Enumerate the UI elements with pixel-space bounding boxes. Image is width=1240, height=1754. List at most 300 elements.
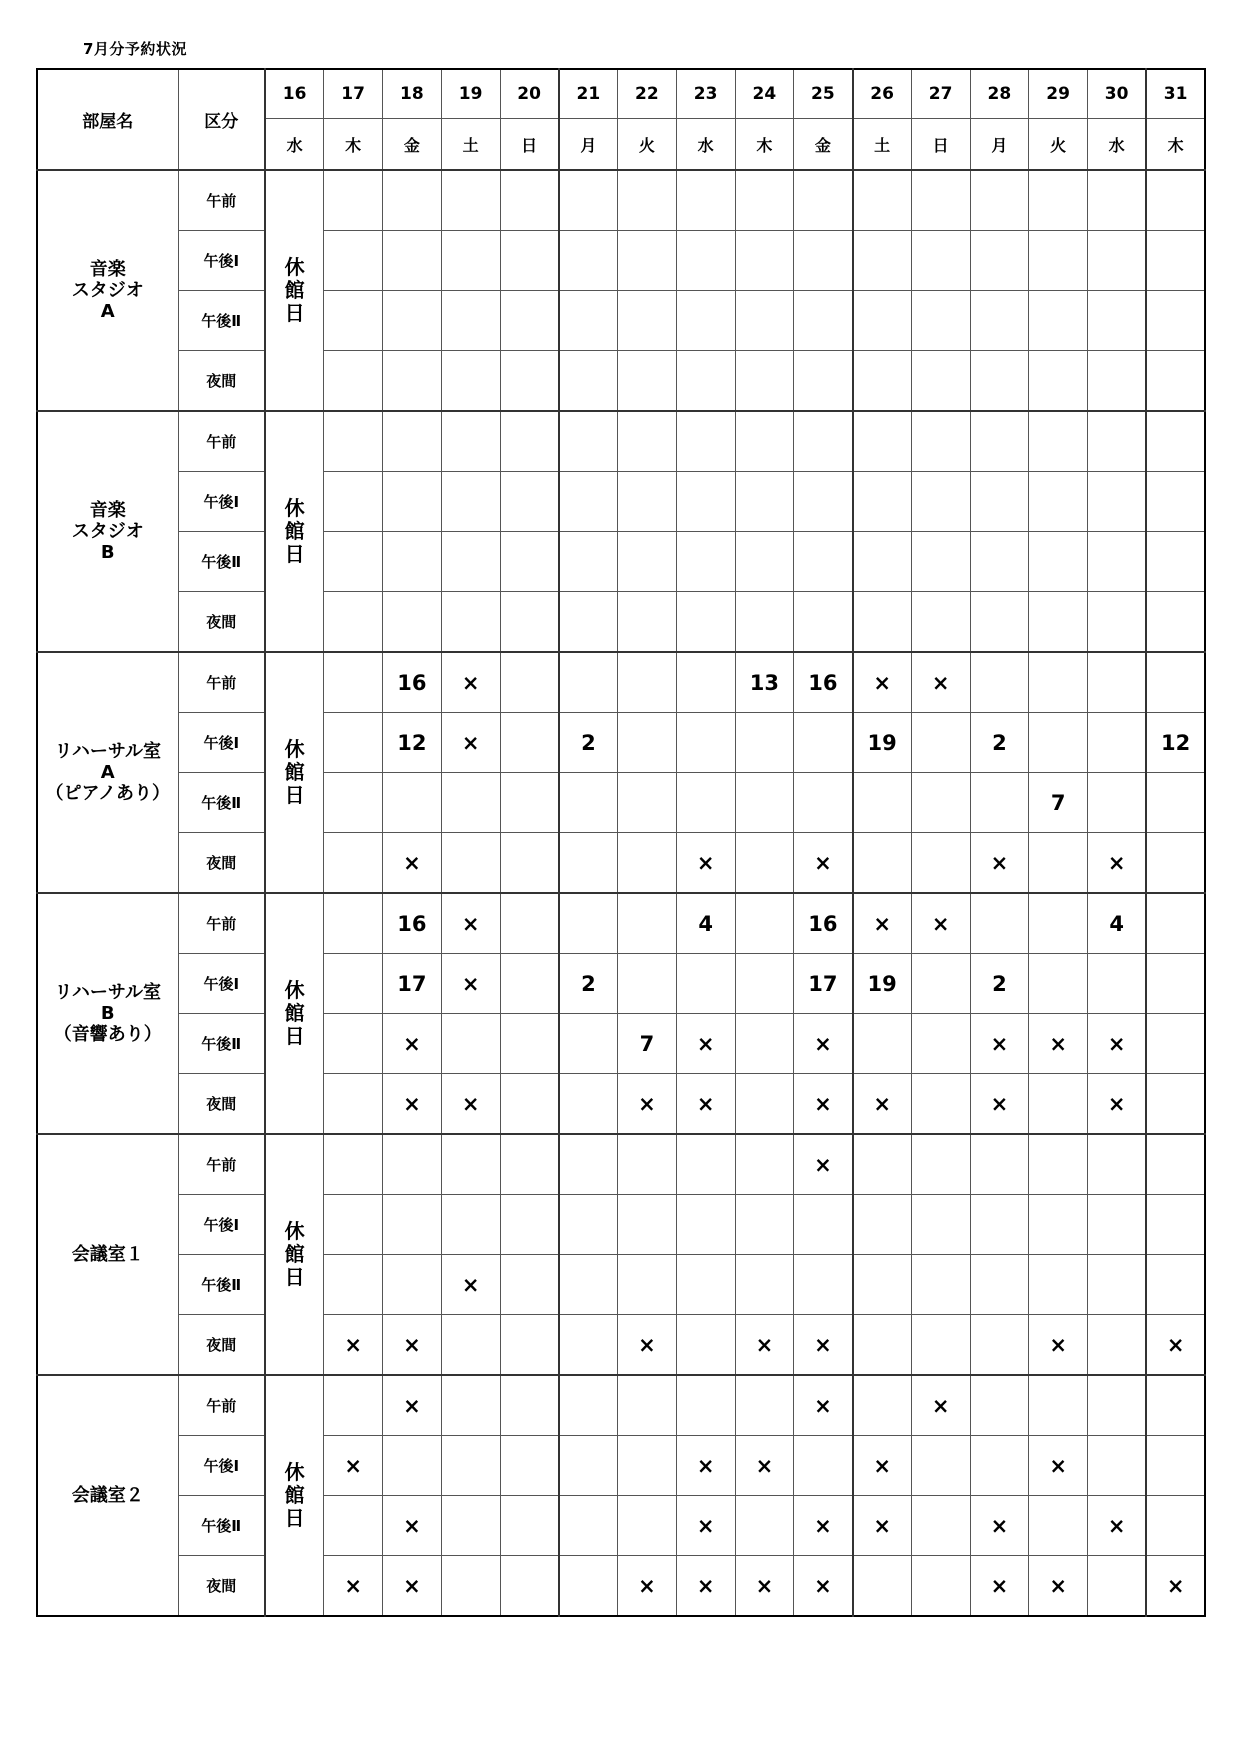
reservation-cell — [618, 592, 677, 653]
reservation-cell — [853, 1134, 912, 1195]
reservation-cell — [618, 652, 677, 713]
reservation-cell — [676, 1255, 735, 1315]
reservation-cell — [500, 954, 559, 1014]
date-header-row — [37, 69, 1205, 119]
reservation-cell: × — [794, 1375, 853, 1436]
reservation-cell — [735, 170, 794, 231]
reservation-cell: × — [1146, 1556, 1205, 1617]
reservation-cell — [324, 411, 383, 472]
reservation-cell — [500, 411, 559, 472]
reservation-cell — [441, 773, 500, 833]
reservation-cell — [1146, 652, 1205, 713]
reservation-cell: 12 — [1146, 713, 1205, 773]
time-slot-label: 午前 — [178, 411, 265, 472]
reservation-cell — [618, 833, 677, 894]
reservation-cell: 12 — [383, 713, 442, 773]
reservation-cell — [1088, 351, 1147, 412]
reservation-cell — [383, 592, 442, 653]
reservation-cell: × — [794, 1134, 853, 1195]
reservation-cell — [324, 713, 383, 773]
reservation-cell — [1088, 1195, 1147, 1255]
time-slot-label: 午後Ⅰ — [178, 713, 265, 773]
reservation-cell — [853, 833, 912, 894]
date-header-cell: 24 — [735, 69, 794, 119]
reservation-cell — [1088, 532, 1147, 592]
time-slot-label: 午前 — [178, 1375, 265, 1436]
reservation-cell — [853, 351, 912, 412]
reservation-cell: 2 — [970, 713, 1029, 773]
reservation-cell — [500, 1375, 559, 1436]
reservation-cell — [441, 1496, 500, 1556]
reservation-cell — [441, 592, 500, 653]
reservation-cell — [559, 1556, 618, 1617]
reservation-cell — [441, 532, 500, 592]
date-header-cell: 16 — [265, 69, 324, 119]
reservation-cell: × — [970, 833, 1029, 894]
reservation-cell — [618, 1195, 677, 1255]
reservation-cell — [500, 1255, 559, 1315]
room-name: 音楽 スタジオ B — [37, 411, 178, 652]
time-slot-label: 午後Ⅰ — [178, 1436, 265, 1496]
reservation-cell — [324, 893, 383, 954]
reservation-cell: 7 — [1029, 773, 1088, 833]
reservation-cell — [735, 1134, 794, 1195]
reservation-cell — [970, 773, 1029, 833]
reservation-cell — [618, 472, 677, 532]
reservation-cell: × — [441, 713, 500, 773]
reservation-cell: × — [970, 1496, 1029, 1556]
reservation-cell — [911, 170, 970, 231]
reservation-cell: 17 — [794, 954, 853, 1014]
date-header-cell: 18 — [383, 69, 442, 119]
reservation-cell — [500, 472, 559, 532]
reservation-cell — [676, 713, 735, 773]
reservation-cell — [735, 291, 794, 351]
table-row — [37, 1195, 1205, 1255]
reservation-cell — [500, 1074, 559, 1135]
table-row — [37, 592, 1205, 653]
room-name: リハーサル室 B （音響あり） — [37, 893, 178, 1134]
reservation-cell — [441, 170, 500, 231]
closed-day-label: 休 館 日 — [265, 1375, 324, 1616]
time-slot-label: 午後Ⅰ — [178, 472, 265, 532]
reservation-cell — [911, 532, 970, 592]
reservation-cell: × — [1146, 1315, 1205, 1376]
reservation-cell — [676, 773, 735, 833]
reservation-cell — [853, 1255, 912, 1315]
reservation-cell — [324, 592, 383, 653]
reservation-cell: × — [618, 1315, 677, 1376]
reservation-cell — [1088, 1556, 1147, 1617]
date-header-cell: 31 — [1146, 69, 1205, 119]
reservation-cell — [441, 1375, 500, 1436]
date-header-cell: 30 — [1088, 69, 1147, 119]
reservation-cell — [735, 411, 794, 472]
time-slot-label: 午後Ⅱ — [178, 291, 265, 351]
reservation-cell — [735, 532, 794, 592]
reservation-cell — [618, 893, 677, 954]
reservation-cell: × — [853, 1496, 912, 1556]
reservation-cell — [735, 351, 794, 412]
room-name: 会議室２ — [37, 1375, 178, 1616]
date-header-cell: 23 — [676, 69, 735, 119]
reservation-cell — [911, 1496, 970, 1556]
reservation-cell: × — [676, 1556, 735, 1617]
reservation-cell: × — [441, 1074, 500, 1135]
reservation-cell — [970, 472, 1029, 532]
reservation-cell — [1029, 652, 1088, 713]
reservation-cell — [441, 351, 500, 412]
reservation-cell — [911, 351, 970, 412]
reservation-cell: × — [970, 1556, 1029, 1617]
reservation-cell — [441, 1436, 500, 1496]
reservation-cell — [1029, 1375, 1088, 1436]
reservation-cell — [324, 291, 383, 351]
reservation-cell — [970, 532, 1029, 592]
reservation-cell — [735, 1496, 794, 1556]
reservation-cell — [559, 592, 618, 653]
reservation-cell — [735, 833, 794, 894]
reservation-cell — [1146, 291, 1205, 351]
reservation-cell — [1029, 893, 1088, 954]
weekday-header-cell: 水 — [1088, 119, 1147, 171]
reservation-cell — [441, 1556, 500, 1617]
time-slot-label: 午後Ⅰ — [178, 1195, 265, 1255]
reservation-cell — [1146, 170, 1205, 231]
date-header-cell: 17 — [324, 69, 383, 119]
reservation-cell: × — [1088, 1496, 1147, 1556]
reservation-cell — [1146, 351, 1205, 412]
reservation-cell — [500, 893, 559, 954]
reservation-cell — [911, 1255, 970, 1315]
reservation-cell — [441, 1195, 500, 1255]
reservation-cell: × — [794, 833, 853, 894]
reservation-cell — [383, 1134, 442, 1195]
time-slot-label: 午後Ⅱ — [178, 1255, 265, 1315]
reservation-cell: × — [618, 1074, 677, 1135]
reservation-cell — [1146, 1134, 1205, 1195]
reservation-cell — [676, 472, 735, 532]
reservation-cell — [735, 1074, 794, 1135]
reservation-cell — [1146, 411, 1205, 472]
reservation-cell — [970, 1195, 1029, 1255]
reservation-cell — [735, 231, 794, 291]
reservation-cell: × — [911, 1375, 970, 1436]
reservation-cell — [1029, 1195, 1088, 1255]
reservation-cell — [383, 170, 442, 231]
reservation-cell — [1146, 1014, 1205, 1074]
reservation-cell — [970, 170, 1029, 231]
reservation-cell — [441, 411, 500, 472]
reservation-cell: × — [735, 1436, 794, 1496]
reservation-cell — [441, 291, 500, 351]
reservation-cell — [324, 833, 383, 894]
table-row — [37, 1375, 1205, 1436]
reservation-cell — [500, 351, 559, 412]
reservation-cell: 19 — [853, 954, 912, 1014]
reservation-cell — [618, 1375, 677, 1436]
time-slot-label: 午後Ⅰ — [178, 954, 265, 1014]
reservation-cell — [970, 351, 1029, 412]
reservation-cell: × — [970, 1014, 1029, 1074]
reservation-cell: 4 — [1088, 893, 1147, 954]
reservation-cell — [383, 1195, 442, 1255]
weekday-header-cell: 土 — [853, 119, 912, 171]
reservation-cell — [441, 231, 500, 291]
reservation-cell — [735, 1195, 794, 1255]
reservation-cell — [383, 291, 442, 351]
date-header-cell: 28 — [970, 69, 1029, 119]
reservation-cell — [1029, 592, 1088, 653]
reservation-cell — [970, 1315, 1029, 1376]
reservation-cell — [618, 1496, 677, 1556]
reservation-cell: × — [324, 1556, 383, 1617]
reservation-cell — [324, 1195, 383, 1255]
table-row — [37, 1014, 1205, 1074]
time-slot-label: 夜間 — [178, 1315, 265, 1376]
reservation-cell: × — [735, 1556, 794, 1617]
time-slot-label: 午後Ⅰ — [178, 231, 265, 291]
reservation-cell: × — [676, 1436, 735, 1496]
reservation-cell — [1029, 472, 1088, 532]
reservation-cell — [853, 231, 912, 291]
reservation-cell — [618, 773, 677, 833]
reservation-cell — [618, 1255, 677, 1315]
reservation-cell — [559, 1315, 618, 1376]
reservation-cell — [911, 1436, 970, 1496]
reservation-cell — [676, 351, 735, 412]
table-row — [37, 1255, 1205, 1315]
table-row — [37, 170, 1205, 231]
reservation-cell — [324, 1074, 383, 1135]
reservation-cell — [911, 411, 970, 472]
weekday-header-cell: 火 — [1029, 119, 1088, 171]
reservation-cell — [324, 1496, 383, 1556]
table-row — [37, 1074, 1205, 1135]
reservation-cell — [383, 231, 442, 291]
reservation-cell — [500, 713, 559, 773]
time-slot-label: 午後Ⅱ — [178, 1014, 265, 1074]
reservation-cell — [559, 1074, 618, 1135]
reservation-cell: × — [383, 1496, 442, 1556]
reservation-cell — [559, 472, 618, 532]
reservation-cell — [324, 1375, 383, 1436]
time-slot-label: 夜間 — [178, 1556, 265, 1617]
table-row — [37, 1496, 1205, 1556]
reservation-cell — [500, 1556, 559, 1617]
reservation-cell: × — [676, 1014, 735, 1074]
reservation-cell — [1146, 1436, 1205, 1496]
reservation-cell — [1146, 1195, 1205, 1255]
reservation-cell — [500, 773, 559, 833]
reservation-cell — [911, 954, 970, 1014]
reservation-cell — [1146, 1074, 1205, 1135]
reservation-cell — [735, 893, 794, 954]
reservation-cell — [911, 1195, 970, 1255]
reservation-cell: × — [794, 1014, 853, 1074]
reservation-cell — [559, 532, 618, 592]
room-name: 会議室１ — [37, 1134, 178, 1375]
reservation-cell — [735, 1375, 794, 1436]
reservation-cell — [970, 893, 1029, 954]
reservation-cell — [500, 231, 559, 291]
reservation-cell — [1146, 833, 1205, 894]
reservation-cell — [735, 1014, 794, 1074]
reservation-cell — [1146, 592, 1205, 653]
reservation-cell — [618, 231, 677, 291]
reservation-cell — [1088, 231, 1147, 291]
weekday-header-cell: 金 — [383, 119, 442, 171]
reservation-cell — [1029, 231, 1088, 291]
reservation-cell — [500, 1014, 559, 1074]
reservation-cell — [618, 170, 677, 231]
time-slot-label: 午前 — [178, 1134, 265, 1195]
reservation-cell — [676, 231, 735, 291]
reservation-cell: 7 — [618, 1014, 677, 1074]
reservation-cell: 16 — [794, 652, 853, 713]
reservation-cell — [500, 652, 559, 713]
reservation-cell — [1029, 1074, 1088, 1135]
reservation-cell: × — [911, 652, 970, 713]
reservation-cell — [911, 231, 970, 291]
reservation-cell: × — [853, 652, 912, 713]
reservation-cell — [559, 833, 618, 894]
reservation-cell — [735, 472, 794, 532]
reservation-cell — [441, 472, 500, 532]
page-title: 7月分予約状況 — [83, 40, 187, 58]
reservation-cell: × — [970, 1074, 1029, 1135]
reservation-cell — [1088, 1315, 1147, 1376]
reservation-cell — [559, 411, 618, 472]
weekday-header-cell: 月 — [559, 119, 618, 171]
reservation-cell — [559, 1195, 618, 1255]
reservation-cell — [676, 592, 735, 653]
reservation-cell — [324, 532, 383, 592]
reservation-cell — [911, 833, 970, 894]
reservation-cell — [1029, 954, 1088, 1014]
reservation-cell — [500, 592, 559, 653]
reservation-cell — [911, 291, 970, 351]
reservation-cell — [441, 1315, 500, 1376]
reservation-cell — [794, 592, 853, 653]
reservation-cell — [618, 1436, 677, 1496]
weekday-header-cell: 水 — [676, 119, 735, 171]
reservation-cell — [794, 170, 853, 231]
reservation-table — [36, 68, 1206, 1617]
reservation-cell: × — [383, 1375, 442, 1436]
reservation-cell — [500, 532, 559, 592]
reservation-cell — [324, 1014, 383, 1074]
reservation-cell: × — [911, 893, 970, 954]
reservation-cell — [500, 170, 559, 231]
date-header-cell: 22 — [618, 69, 677, 119]
reservation-cell — [853, 1014, 912, 1074]
reservation-cell — [383, 472, 442, 532]
reservation-cell: × — [383, 1556, 442, 1617]
table-row — [37, 833, 1205, 894]
reservation-cell — [676, 954, 735, 1014]
reservation-cell — [735, 954, 794, 1014]
reservation-cell — [441, 1014, 500, 1074]
reservation-cell — [676, 291, 735, 351]
weekday-header-cell: 土 — [441, 119, 500, 171]
reservation-cell — [618, 411, 677, 472]
time-slot-label: 午後Ⅱ — [178, 773, 265, 833]
reservation-cell — [1029, 291, 1088, 351]
reservation-cell — [735, 773, 794, 833]
table-row — [37, 291, 1205, 351]
reservation-cell — [853, 170, 912, 231]
weekday-header-cell: 木 — [324, 119, 383, 171]
reservation-cell — [559, 652, 618, 713]
date-header-cell: 25 — [794, 69, 853, 119]
reservation-cell — [559, 351, 618, 412]
reservation-cell — [1088, 954, 1147, 1014]
reservation-cell — [559, 1255, 618, 1315]
reservation-cell — [618, 351, 677, 412]
table-row — [37, 954, 1205, 1014]
reservation-cell — [500, 1195, 559, 1255]
reservation-cell: 13 — [735, 652, 794, 713]
reservation-cell — [970, 231, 1029, 291]
table-row — [37, 652, 1205, 713]
reservation-cell — [911, 773, 970, 833]
reservation-cell — [1146, 1375, 1205, 1436]
reservation-cell: × — [853, 1436, 912, 1496]
reservation-cell — [618, 1134, 677, 1195]
reservation-cell: × — [676, 833, 735, 894]
weekday-header-cell: 金 — [794, 119, 853, 171]
reservation-cell — [618, 713, 677, 773]
reservation-cell: × — [383, 1014, 442, 1074]
reservation-cell — [970, 1436, 1029, 1496]
reservation-cell — [1146, 231, 1205, 291]
reservation-cell: × — [383, 833, 442, 894]
reservation-cell — [559, 1014, 618, 1074]
reservation-cell — [1088, 170, 1147, 231]
table-row — [37, 1315, 1205, 1376]
reservation-cell: 19 — [853, 713, 912, 773]
reservation-cell — [383, 1255, 442, 1315]
reservation-cell — [911, 1074, 970, 1135]
reservation-cell — [676, 1375, 735, 1436]
reservation-cell: × — [383, 1074, 442, 1135]
reservation-cell — [794, 472, 853, 532]
reservation-cell — [324, 472, 383, 532]
reservation-cell: 2 — [559, 713, 618, 773]
reservation-cell: × — [853, 1074, 912, 1135]
reservation-cell — [559, 170, 618, 231]
reservation-cell — [676, 1315, 735, 1376]
reservation-cell: × — [794, 1315, 853, 1376]
reservation-cell: × — [441, 652, 500, 713]
reservation-cell — [1088, 592, 1147, 653]
reservation-cell — [500, 1315, 559, 1376]
reservation-cell — [853, 1315, 912, 1376]
reservation-cell — [383, 351, 442, 412]
reservation-cell — [911, 472, 970, 532]
table-row — [37, 1134, 1205, 1195]
time-slot-label: 午前 — [178, 893, 265, 954]
reservation-cell — [1146, 472, 1205, 532]
reservation-cell: × — [618, 1556, 677, 1617]
reservation-cell — [676, 411, 735, 472]
reservation-cell — [1088, 472, 1147, 532]
reservation-cell: × — [1029, 1556, 1088, 1617]
reservation-cell — [794, 411, 853, 472]
reservation-cell — [618, 954, 677, 1014]
time-slot-label: 夜間 — [178, 1074, 265, 1135]
